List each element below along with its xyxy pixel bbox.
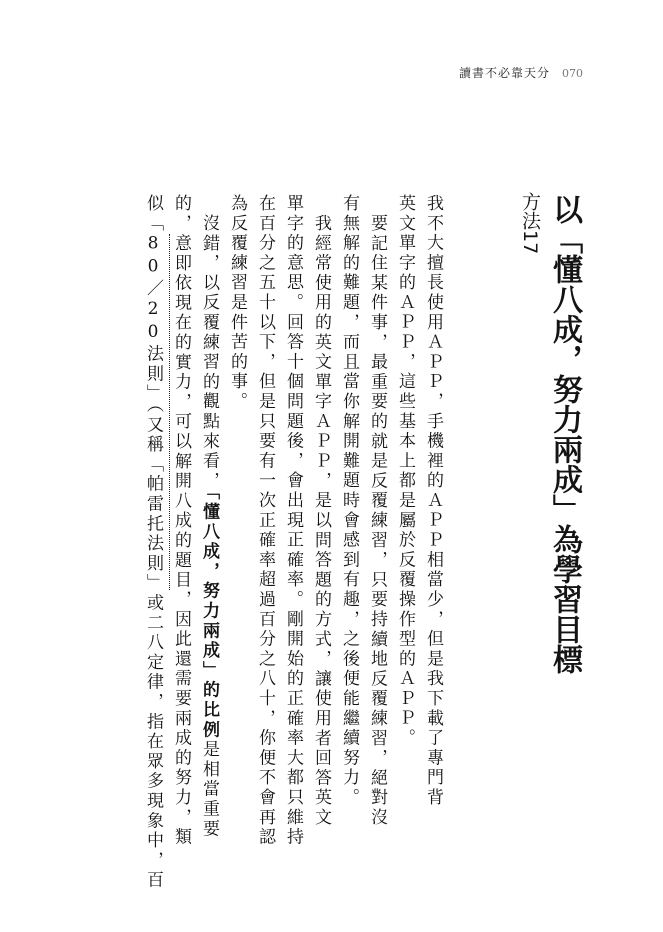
body-line: 要記住某件事，最重要的就是反覆練習，只要持續地反覆練習，絕對沒 — [367, 214, 387, 828]
method-label — [515, 192, 545, 872]
method-label-text: 方法 — [519, 192, 541, 230]
body-line: 單字的意思。回答十個問題後，會出現正確率。剛開始的正確率大都只維持 — [283, 194, 303, 848]
body-text: 的， — [171, 194, 191, 234]
body-line: 英文單字的ＡＰＰ，這些基本上都是屬於反覆操作型的ＡＰＰ。 — [395, 194, 415, 749]
running-header — [0, 64, 583, 81]
emphasis-text: 「懂八成，努力兩成」的比例 — [199, 491, 219, 741]
body-text: 是相當重要 — [199, 740, 219, 840]
book-title: 讀書不必靠天分 — [458, 66, 550, 80]
method-number: 17 — [519, 230, 541, 255]
body-line: 為反覆練習是件苦的事。 — [227, 194, 247, 412]
dotted-emphasis-text: 意即依現在的實力，可以解開八成的題目 — [171, 233, 191, 591]
body-text: ，因此還需要兩成的努力，類 — [171, 590, 191, 848]
body-line: 我經常使用的英文單字ＡＰＰ，是以問答題的方式，讓使用者回答英文 — [311, 214, 331, 828]
body-text: 沒錯，以反覆練習的觀點來看， — [199, 214, 219, 492]
body-line: 有無解的難題，而且當你解開難題時會感到有趣，之後便能繼續努力。 — [339, 194, 359, 808]
vertical-text-area — [103, 192, 583, 891]
chapter-title: 以「懂八成，努力兩成」為學習目標 — [547, 194, 582, 674]
body-line — [167, 194, 195, 874]
body-line: 我不大擅長使用ＡＰＰ，手機裡的ＡＰＰ相當少，但是我下載了專門背 — [423, 194, 443, 808]
body-line — [195, 214, 223, 894]
page-number: 070 — [562, 67, 583, 80]
body-line: 似「80／20法則」（又稱「帕雷托法則」或二八定律，指在眾多現象中，百 — [143, 194, 163, 891]
body-line: 在百分之五十以下，但是只要有一次正確率超過百分之八十，你便不會再認 — [255, 194, 275, 848]
